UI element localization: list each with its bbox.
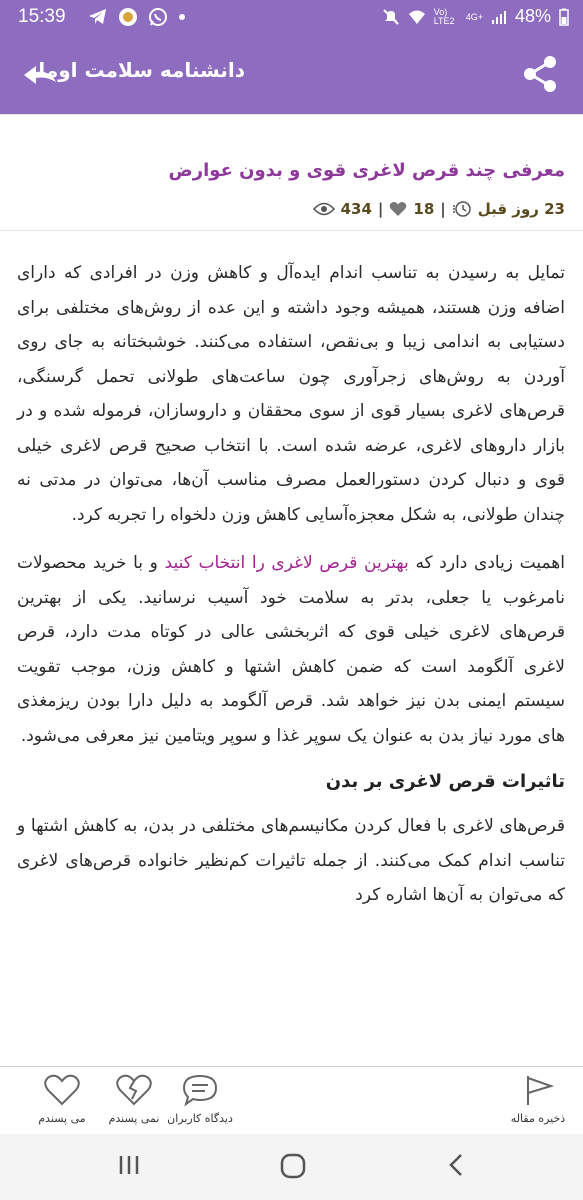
comments-label: دیدگاه کاربران: [167, 1112, 233, 1125]
view-count: 434: [340, 200, 372, 218]
bottom-action-bar: [0, 1066, 583, 1135]
app-title: دانشنامه سلامت اوما: [38, 58, 245, 82]
comment-icon: [181, 1073, 219, 1107]
meta-divider: [0, 230, 583, 231]
meta-separator: |: [440, 200, 446, 218]
best-pill-link[interactable]: بهترین قرص لاغری را انتخاب کنید: [164, 553, 409, 573]
status-right: [382, 6, 569, 27]
flag-icon: [519, 1073, 557, 1107]
network-lte-label: Vo) LTE2: [433, 6, 455, 26]
whatsapp-icon: [148, 7, 168, 27]
appbar-divider: [0, 114, 583, 115]
save-label: ذخیره مقاله: [510, 1112, 566, 1125]
share-icon[interactable]: [520, 54, 560, 94]
meta-separator: |: [377, 200, 384, 218]
heart-icon: [389, 201, 407, 217]
save-article-button[interactable]: [498, 1073, 578, 1125]
mute-icon: [382, 8, 400, 26]
article-meta: [313, 200, 565, 218]
section-heading: تاثیرات قرص لاغری بر بدن: [325, 771, 565, 792]
status-bar: [0, 0, 583, 34]
article-paragraph: تمایل به رسیدن به تناسب اندام ایده‌آل و کاهش وزن در افرادی که دارای اضافه وزن هستند، همیشه وجود داشته و این عده از روش‌های مختلفی برای دستیابی به اندامی زیبا و بی‌نقص، استفاده می‌کنند. خوشبختانه به جای روی آوردن به روش‌های زجرآوری چون ساعت‌های طولانی تحمل گرسنگی، قرص‌های لاغری بسیار قوی از سوی محققان و داروسازان، فرموله شده و در بازار داروهای لاغری، عرضه شده است. با انتخاب صحیح قرص لاغری خیلی قوی و دنبال کردن دستورالعمل مصرف مناسب آن‌ها، می‌توان در مدتی نه چندان طولانی، به شکل معجزه‌آسایی کاهش وزن دلخواه را تجربه کرد.: [17, 263, 565, 525]
like-button[interactable]: [22, 1073, 102, 1125]
article-title: معرفی چند قرص لاغری قوی و بدون عوارض: [168, 160, 565, 181]
eye-icon: [313, 201, 335, 217]
battery-icon: [559, 8, 569, 26]
time-ago: 23 روز قبل: [477, 200, 565, 218]
article-content: [17, 256, 565, 927]
article-paragraph: [17, 546, 565, 753]
dot-icon: [178, 13, 186, 21]
like-count: 18: [413, 200, 435, 218]
wifi-icon: [408, 9, 426, 25]
telegram-icon: [88, 8, 108, 26]
app-icon: [118, 7, 138, 27]
heart-outline-icon: [43, 1073, 81, 1107]
network-4g-label: 4G+: [465, 11, 483, 22]
paragraph-text: و با خرید محصولات نامرغوب یا جعلی، بدتر به سلامت خود آسیب نرسانید. یکی از بهترین قرص‌های لاغری خیلی قوی که اثربخشی عالی در کوتاه مدت دارد، قرص لاغری آلگومد است که ضمن کاهش اشتها و کاهش وزن، موجب تقویت سیستم ایمنی بدن نیز خواهد شد. قرص آلگومد به دلیل دارا بودن ریزمغذی های مورد نیاز بدن به عنوان یک سوپر غذا و سوپر ویتامین نیز معرفی می‌شود.: [17, 553, 565, 746]
clock-icon: [452, 200, 472, 218]
paragraph-text: اهمیت زیادی دارد که: [408, 553, 565, 573]
battery-label: 48%: [514, 6, 551, 26]
signal-icon: [491, 9, 507, 25]
comments-button[interactable]: [160, 1073, 240, 1125]
app-bar: [0, 34, 583, 114]
status-time: 15:39: [18, 6, 66, 27]
system-nav-bar: [0, 1134, 583, 1200]
home-icon[interactable]: [279, 1152, 307, 1180]
dislike-label: نمی پسندم: [108, 1112, 160, 1125]
back-icon[interactable]: [444, 1152, 470, 1178]
broken-heart-icon: [115, 1073, 153, 1107]
status-notification-icons: [88, 7, 186, 27]
article-paragraph: قرص‌های لاغری با فعال کردن مکانیسم‌های مختلفی در بدن، به کاهش اشتها و تناسب اندام کمک می‌کنند. از جمله تاثیرات کم‌نظیر خانواده قرص‌های لاغری که می‌توان به آن‌ها اشاره کرد: [17, 816, 565, 905]
like-label: می پسندم: [38, 1112, 86, 1125]
recent-apps-icon[interactable]: [116, 1152, 142, 1178]
